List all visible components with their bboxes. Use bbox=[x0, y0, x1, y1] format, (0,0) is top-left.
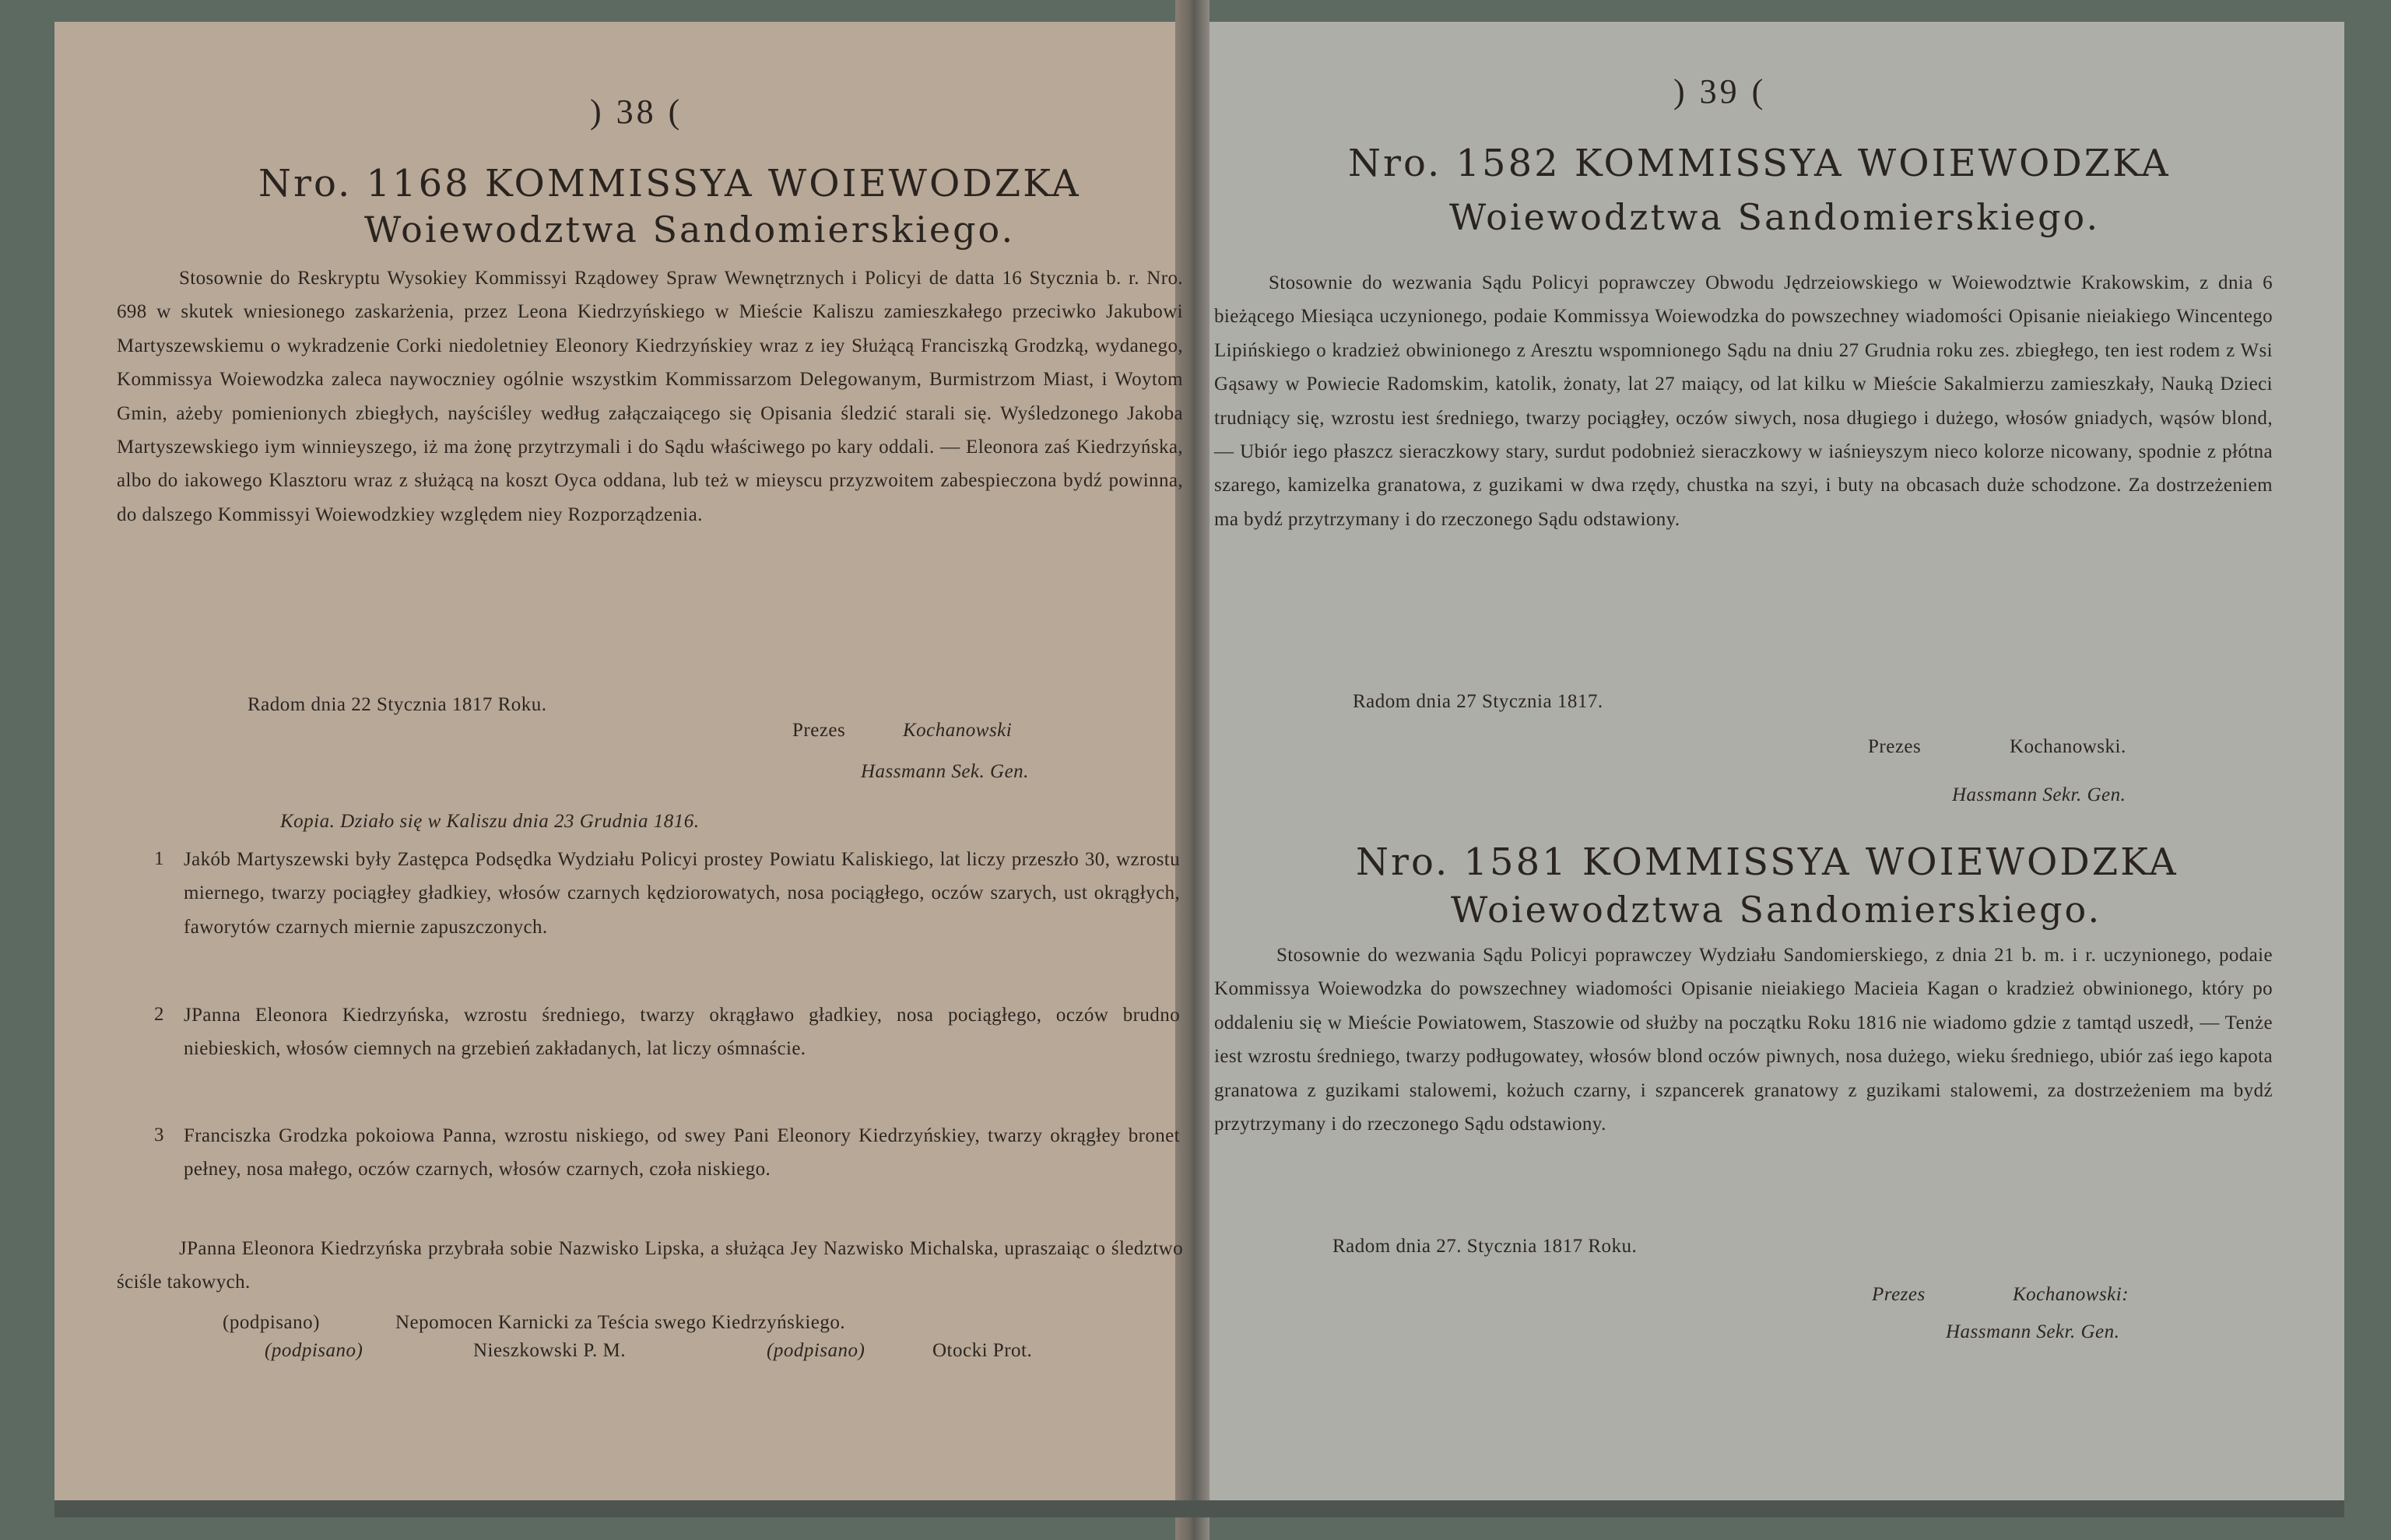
item-2 bbox=[184, 998, 1180, 1066]
signed-3-name: Otocki Prot. bbox=[932, 1340, 1033, 1361]
notice-1581-prezes-label: Prezes bbox=[1872, 1284, 1926, 1305]
item-1-text: Jakób Martyszewski były Zastępca Podsędka Wydziału Policyi prostey Powiatu Kaliskiego, lat liczy przeszło 30, wzrostu miernego, twarzy pociągłey gładkiey, włosów czarnych kędziorowatych, nosa pociągłego, oczów szarych, ust okrągłych, faworytów czarnych miernie zapuszczonych. bbox=[184, 849, 1180, 938]
item-1 bbox=[184, 843, 1180, 944]
item-1-number: 1 bbox=[154, 848, 164, 869]
notice-1582-date: Radom dnia 27 Stycznia 1817. bbox=[1353, 691, 1603, 712]
left-notice-text: Stosownie do Reskryptu Wysokiey Kommissyi Rządowey Spraw Wewnętrznych i Policyi de datta 16 Stycznia b. r. Nro. 698 w skutek wniesionego zaskarżenia, przez Leona Kiedrzyńskiego w Mieście Kaliszu zamieszkałego przeciwko Jakubowi Martyszewskiemu o wykradzenie Corki niedoletniey Eleonory Kiedrzyńskiey wraz z iey Służącą Franciszką Grodzką, wydanego, Kommissya Woiewodzka zaleca naywoczniey ogólnie wszystkim Kommissarzom Delegowanym, Burmistrzom Miast, i Woytom Gmin, ażeby pomienionych zbiegłych, nayściśley według załączaiącego się Opisania śledzić starali się. Wyśledzonego Jakoba Martyszewskiego iym winnieyszego, iż ma żonę przytrzymali i do Sądu właściwego po kary oddali. — Eleonora zaś Kiedrzyńska, albo do iakowego Klasztoru wraz z służącą na koszt Oyca oddana, lub też w mieyscu przyzwoitem zabespieczona bydź powinna, do dalszego Kommissyi Woiewodzkiey względem niey Rozporządzenia. bbox=[117, 268, 1183, 525]
notice-1582-title: Nro. 1582 KOMMISSYA WOIEWODZKA bbox=[1348, 142, 2171, 185]
left-date-line: Radom dnia 22 Stycznia 1817 Roku. bbox=[248, 694, 547, 715]
signed-2-label: (podpisano) bbox=[265, 1340, 363, 1361]
right-page bbox=[1192, 22, 2344, 1500]
bottom-edge bbox=[54, 1500, 2344, 1517]
left-secretary: Hassmann Sek. Gen. bbox=[861, 761, 1029, 782]
closing-note bbox=[117, 1232, 1183, 1300]
notice-1581-prezes-name: Kochanowski: bbox=[2013, 1284, 2129, 1305]
copy-header: Kopia. Działo się w Kaliszu dnia 23 Grudnia 1816. bbox=[280, 811, 700, 832]
notice-1581-title: Nro. 1581 KOMMISSYA WOIEWODZKA bbox=[1356, 840, 2179, 884]
notice-1581-subtitle: Woiewodztwa Sandomierskiego. bbox=[1451, 889, 2102, 931]
left-page-number: ) 38 ( bbox=[590, 93, 683, 131]
signed-3-label: (podpisano) bbox=[767, 1340, 865, 1361]
signed-1-text: Nepomocen Karnicki za Teścia swego Kiedrzyńskiego. bbox=[395, 1312, 846, 1333]
notice-1582-subtitle: Woiewodztwa Sandomierskiego. bbox=[1449, 196, 2101, 238]
item-2-number: 2 bbox=[154, 1004, 164, 1025]
closing-note-text: JPanna Eleonora Kiedrzyńska przybrała sobie Nazwisko Lipska, a służąca Jey Nazwisko Michalska, upraszaiąc o śledztwo ściśle takowych. bbox=[117, 1238, 1183, 1293]
notice-1581-text: Stosownie do wezwania Sądu Policyi poprawczey Wydziału Sandomierskiego, z dnia 21 b. m. i r. uczynionego, podaie Kommissya Woiewodzka do powszechney wiadomości Opisanie nieiakiego Macieia Kagan o kradzież obwinionego, który po oddaleniu się w Mieście Powiatowem, Staszowie od służby na początku Roku 1816 nie wiadomo gdzie z tamtąd uszedł, — Tenże iest wzrostu średniego, twarzy podługowatey, włosów blond oczów piwnych, nosa dużego, wieku średniego, ubiór zaś iego kapota granatowa z guzikami stalowemi, kożuch czarny, i szpancerek granatowy z guzikami stalowemi, za dostrzeżeniem ma bydź przytrzymany i do rzeczonego Sądu odstawiony. bbox=[1214, 945, 2273, 1135]
left-notice-title: Nro. 1168 KOMMISSYA WOIEWODZKA bbox=[258, 162, 1081, 205]
left-notice-body bbox=[117, 261, 1183, 531]
notice-1581-body bbox=[1214, 938, 2273, 1141]
item-2-text: JPanna Eleonora Kiedrzyńska, wzrostu średniego, twarzy okrągławo gładkiey, nosa pociągłego, oczów brudno niebieskich, włosów ciemnych na grzebień zakładanych, lat liczy ośmnaście. bbox=[184, 1005, 1180, 1060]
book-gutter bbox=[1175, 0, 1210, 1540]
signed-2-name: Nieszkowski P. M. bbox=[473, 1340, 627, 1361]
notice-1581-date: Radom dnia 27. Stycznia 1817 Roku. bbox=[1332, 1236, 1638, 1257]
item-3 bbox=[184, 1119, 1180, 1187]
notice-1582-body bbox=[1214, 266, 2273, 536]
left-prezes-label: Prezes bbox=[792, 720, 846, 741]
item-3-text: Franciszka Grodzka pokoiowa Panna, wzrostu niskiego, od swey Pani Eleonory Kiedrzyńskiey, twarzy okrągłey bronet pełney, nosa małego, oczów czarnych, włosów czarnych, czoła niskiego. bbox=[184, 1125, 1180, 1180]
notice-1582-prezes-label: Prezes bbox=[1868, 736, 1922, 757]
notice-1581-secretary: Hassmann Sekr. Gen. bbox=[1946, 1321, 2120, 1342]
left-notice-subtitle: Woiewodztwa Sandomierskiego. bbox=[364, 209, 1016, 251]
item-3-number: 3 bbox=[154, 1124, 164, 1145]
left-prezes-name: Kochanowski bbox=[903, 720, 1013, 741]
right-page-number: ) 39 ( bbox=[1673, 72, 1767, 111]
notice-1582-prezes-name: Kochanowski. bbox=[2010, 736, 2126, 757]
signed-1-label: (podpisano) bbox=[223, 1312, 320, 1333]
notice-1582-text: Stosownie do wezwania Sądu Policyi poprawczey Obwodu Jędrzeiowskiego w Woiewodztwie Krakowskim, z dnia 6 bieżącego Miesiąca uczynionego, podaie Kommissya Woiewodzka do powszechney wiadomości Opisanie nieiakiego Wincentego Lipińskiego o kradzież obwinionego z Aresztu wspomnionego Sądu na dniu 27 Grudnia roku zes. zbiegłego, ten iest rodem z Wsi Gąsawy w Powiecie Radomskim, katolik, żonaty, lat 27 maiący, od lat kilku w Mieście Sakalmierzu zamieszkały, Nauką Dzieci trudniący się, wzrostu iest średniego, twarzy pociągłey, oczów siwych, nosa długiego i dużego, włosów gniadych, wąsów blond, — Ubiór iego płaszcz sieraczkowy stary, surdut podobnież sieraczkowy w iaśnieyszym nieco kolorze nicowany, spodnie z płótna szarego, kamizelka granatowa, z guzikami w dwa rzędy, chustka na szyi, i buty na obcasach duże schodzone. Za dostrzeżeniem ma bydź przytrzymany i do rzeczonego Sądu odstawiony. bbox=[1214, 272, 2273, 530]
notice-1582-secretary: Hassmann Sekr. Gen. bbox=[1952, 784, 2126, 805]
